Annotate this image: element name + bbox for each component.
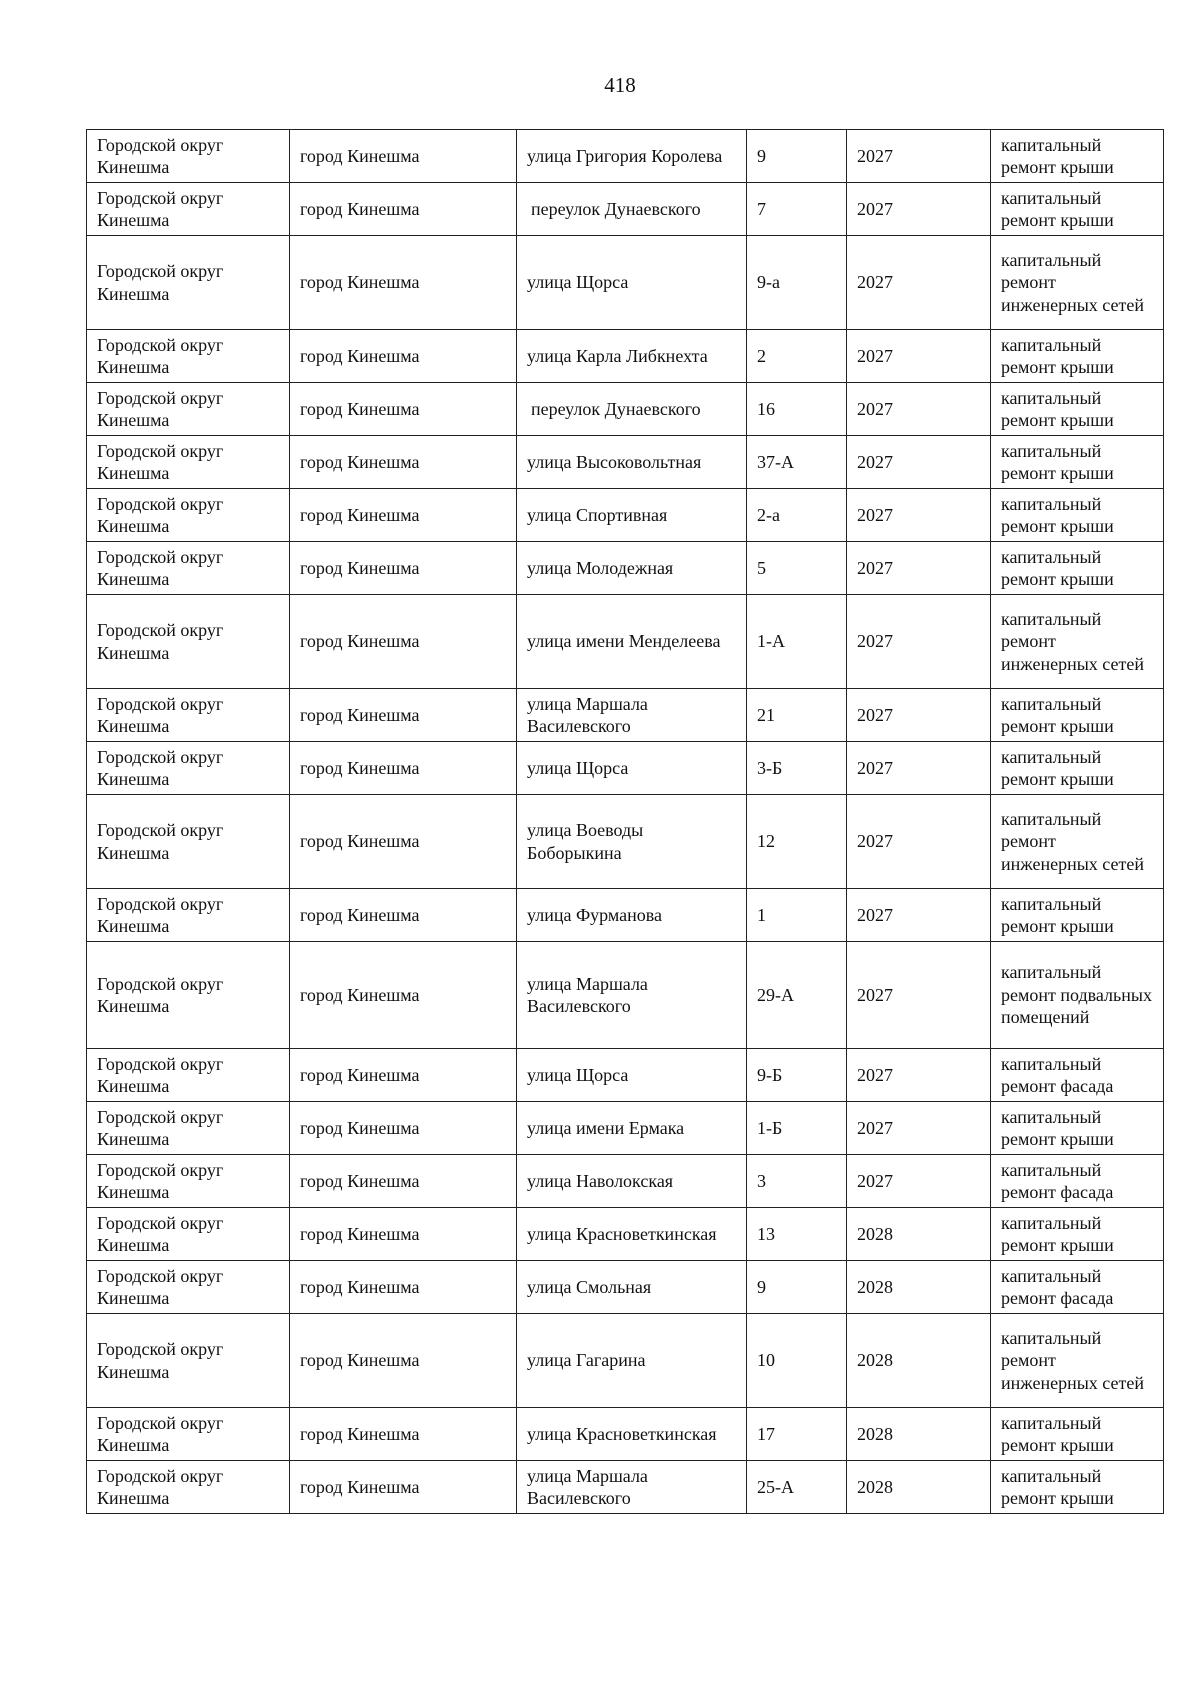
table-row: [87, 1461, 1164, 1514]
cell-settlement: город Кинешма: [290, 542, 517, 595]
cell-district: Городской округ Кинешма: [87, 1261, 290, 1314]
cell-work-type: капитальный ремонт инженерных сетей: [991, 595, 1164, 689]
table-row: [87, 1408, 1164, 1461]
cell-year: 2028: [847, 1314, 991, 1408]
cell-house-number: 3: [747, 1155, 847, 1208]
table-row: [87, 330, 1164, 383]
table-row: [87, 542, 1164, 595]
cell-house-number: 10: [747, 1314, 847, 1408]
cell-settlement: город Кинешма: [290, 889, 517, 942]
cell-house-number: 29-А: [747, 942, 847, 1049]
table-row: [87, 1314, 1164, 1408]
cell-district: Городской округ Кинешма: [87, 436, 290, 489]
cell-settlement: город Кинешма: [290, 1102, 517, 1155]
table-row: [87, 1261, 1164, 1314]
cell-year: 2027: [847, 489, 991, 542]
cell-year: 2027: [847, 542, 991, 595]
cell-year: 2028: [847, 1461, 991, 1514]
cell-house-number: 25-А: [747, 1461, 847, 1514]
cell-work-type: капитальный ремонт крыши: [991, 1102, 1164, 1155]
cell-house-number: 2: [747, 330, 847, 383]
cell-street: улица Григория Королева: [517, 130, 747, 183]
cell-work-type: капитальный ремонт крыши: [991, 1208, 1164, 1261]
cell-year: 2027: [847, 436, 991, 489]
cell-house-number: 9: [747, 130, 847, 183]
cell-work-type: капитальный ремонт крыши: [991, 436, 1164, 489]
cell-district: Городской округ Кинешма: [87, 1208, 290, 1261]
cell-district: Городской округ Кинешма: [87, 1461, 290, 1514]
cell-district: Городской округ Кинешма: [87, 183, 290, 236]
cell-district: Городской округ Кинешма: [87, 595, 290, 689]
cell-district: Городской округ Кинешма: [87, 383, 290, 436]
cell-district: Городской округ Кинешма: [87, 689, 290, 742]
table-row: [87, 1208, 1164, 1261]
cell-settlement: город Кинешма: [290, 1208, 517, 1261]
cell-district: Городской округ Кинешма: [87, 1408, 290, 1461]
table-row: [87, 742, 1164, 795]
cell-settlement: город Кинешма: [290, 742, 517, 795]
cell-settlement: город Кинешма: [290, 942, 517, 1049]
cell-year: 2027: [847, 742, 991, 795]
cell-work-type: капитальный ремонт крыши: [991, 383, 1164, 436]
cell-street: переулок Дунаевского: [517, 383, 747, 436]
cell-work-type: капитальный ремонт крыши: [991, 489, 1164, 542]
cell-street: улица Воеводы Боборыкина: [517, 795, 747, 889]
cell-year: 2027: [847, 1155, 991, 1208]
cell-street: улица Высоковольтная: [517, 436, 747, 489]
cell-street: улица Маршала Василевского: [517, 689, 747, 742]
cell-street: улица Гагарина: [517, 1314, 747, 1408]
table-row: [87, 689, 1164, 742]
cell-house-number: 7: [747, 183, 847, 236]
cell-year: 2027: [847, 689, 991, 742]
cell-house-number: 13: [747, 1208, 847, 1261]
cell-settlement: город Кинешма: [290, 1049, 517, 1102]
table-body: [87, 130, 1164, 1514]
table-row: [87, 183, 1164, 236]
cell-work-type: капитальный ремонт фасада: [991, 1049, 1164, 1102]
cell-work-type: капитальный ремонт подвальных помещений: [991, 942, 1164, 1049]
cell-work-type: капитальный ремонт крыши: [991, 689, 1164, 742]
cell-work-type: капитальный ремонт инженерных сетей: [991, 795, 1164, 889]
cell-year: 2027: [847, 795, 991, 889]
cell-year: 2028: [847, 1208, 991, 1261]
cell-district: Городской округ Кинешма: [87, 489, 290, 542]
table-row: [87, 236, 1164, 330]
cell-house-number: 1: [747, 889, 847, 942]
cell-year: 2027: [847, 330, 991, 383]
cell-district: Городской округ Кинешма: [87, 236, 290, 330]
cell-house-number: 12: [747, 795, 847, 889]
cell-street: улица Маршала Василевского: [517, 1461, 747, 1514]
cell-settlement: город Кинешма: [290, 1461, 517, 1514]
cell-house-number: 17: [747, 1408, 847, 1461]
cell-settlement: город Кинешма: [290, 330, 517, 383]
cell-year: 2027: [847, 183, 991, 236]
cell-street: улица Смольная: [517, 1261, 747, 1314]
cell-district: Городской округ Кинешма: [87, 1155, 290, 1208]
cell-settlement: город Кинешма: [290, 1408, 517, 1461]
cell-house-number: 9-Б: [747, 1049, 847, 1102]
cell-house-number: 9-а: [747, 236, 847, 330]
table-row: [87, 795, 1164, 889]
cell-street: улица имени Ермака: [517, 1102, 747, 1155]
table-row: [87, 383, 1164, 436]
cell-street: переулок Дунаевского: [517, 183, 747, 236]
cell-street: улица Молодежная: [517, 542, 747, 595]
cell-street: улица Красноветкинская: [517, 1408, 747, 1461]
cell-street: улица Щорса: [517, 236, 747, 330]
cell-work-type: капитальный ремонт фасада: [991, 1155, 1164, 1208]
cell-street: улица Карла Либкнехта: [517, 330, 747, 383]
table-row: [87, 130, 1164, 183]
cell-street: улица имени Менделеева: [517, 595, 747, 689]
cell-house-number: 37-А: [747, 436, 847, 489]
cell-street: улица Маршала Василевского: [517, 942, 747, 1049]
cell-street: улица Спортивная: [517, 489, 747, 542]
cell-settlement: город Кинешма: [290, 383, 517, 436]
cell-year: 2028: [847, 1408, 991, 1461]
cell-year: 2027: [847, 889, 991, 942]
cell-district: Городской округ Кинешма: [87, 1102, 290, 1155]
cell-year: 2027: [847, 1049, 991, 1102]
page-number: 418: [604, 73, 636, 97]
cell-street: улица Щорса: [517, 742, 747, 795]
cell-year: 2027: [847, 130, 991, 183]
cell-street: улица Наволокская: [517, 1155, 747, 1208]
table-row: [87, 489, 1164, 542]
cell-street: улица Фурманова: [517, 889, 747, 942]
cell-settlement: город Кинешма: [290, 1155, 517, 1208]
cell-settlement: город Кинешма: [290, 489, 517, 542]
cell-year: 2027: [847, 942, 991, 1049]
cell-district: Городской округ Кинешма: [87, 130, 290, 183]
cell-work-type: капитальный ремонт крыши: [991, 889, 1164, 942]
cell-house-number: 3-Б: [747, 742, 847, 795]
cell-work-type: капитальный ремонт крыши: [991, 742, 1164, 795]
cell-settlement: город Кинешма: [290, 236, 517, 330]
cell-year: 2027: [847, 595, 991, 689]
cell-settlement: город Кинешма: [290, 436, 517, 489]
cell-settlement: город Кинешма: [290, 689, 517, 742]
cell-settlement: город Кинешма: [290, 183, 517, 236]
cell-street: улица Красноветкинская: [517, 1208, 747, 1261]
cell-settlement: город Кинешма: [290, 1261, 517, 1314]
cell-year: 2027: [847, 383, 991, 436]
cell-work-type: капитальный ремонт крыши: [991, 542, 1164, 595]
cell-year: 2028: [847, 1261, 991, 1314]
cell-house-number: 2-а: [747, 489, 847, 542]
table-row: [87, 595, 1164, 689]
cell-settlement: город Кинешма: [290, 795, 517, 889]
cell-work-type: капитальный ремонт инженерных сетей: [991, 236, 1164, 330]
cell-district: Городской округ Кинешма: [87, 1049, 290, 1102]
cell-district: Городской округ Кинешма: [87, 889, 290, 942]
cell-work-type: капитальный ремонт инженерных сетей: [991, 1314, 1164, 1408]
cell-house-number: 1-А: [747, 595, 847, 689]
table-row: [87, 942, 1164, 1049]
cell-settlement: город Кинешма: [290, 1314, 517, 1408]
cell-district: Городской округ Кинешма: [87, 742, 290, 795]
repair-schedule-table: [86, 129, 1164, 1514]
cell-work-type: капитальный ремонт крыши: [991, 1408, 1164, 1461]
cell-district: Городской округ Кинешма: [87, 542, 290, 595]
cell-work-type: капитальный ремонт фасада: [991, 1261, 1164, 1314]
table-row: [87, 436, 1164, 489]
cell-district: Городской округ Кинешма: [87, 1314, 290, 1408]
cell-district: Городской округ Кинешма: [87, 330, 290, 383]
cell-settlement: город Кинешма: [290, 130, 517, 183]
cell-house-number: 5: [747, 542, 847, 595]
table-row: [87, 1102, 1164, 1155]
cell-year: 2027: [847, 236, 991, 330]
cell-work-type: капитальный ремонт крыши: [991, 330, 1164, 383]
table-row: [87, 889, 1164, 942]
cell-house-number: 9: [747, 1261, 847, 1314]
cell-house-number: 1-Б: [747, 1102, 847, 1155]
cell-district: Городской округ Кинешма: [87, 942, 290, 1049]
table-row: [87, 1049, 1164, 1102]
table-row: [87, 1155, 1164, 1208]
cell-settlement: город Кинешма: [290, 595, 517, 689]
cell-house-number: 16: [747, 383, 847, 436]
cell-house-number: 21: [747, 689, 847, 742]
cell-street: улица Щорса: [517, 1049, 747, 1102]
cell-year: 2027: [847, 1102, 991, 1155]
cell-district: Городской округ Кинешма: [87, 795, 290, 889]
cell-work-type: капитальный ремонт крыши: [991, 183, 1164, 236]
cell-work-type: капитальный ремонт крыши: [991, 1461, 1164, 1514]
cell-work-type: капитальный ремонт крыши: [991, 130, 1164, 183]
